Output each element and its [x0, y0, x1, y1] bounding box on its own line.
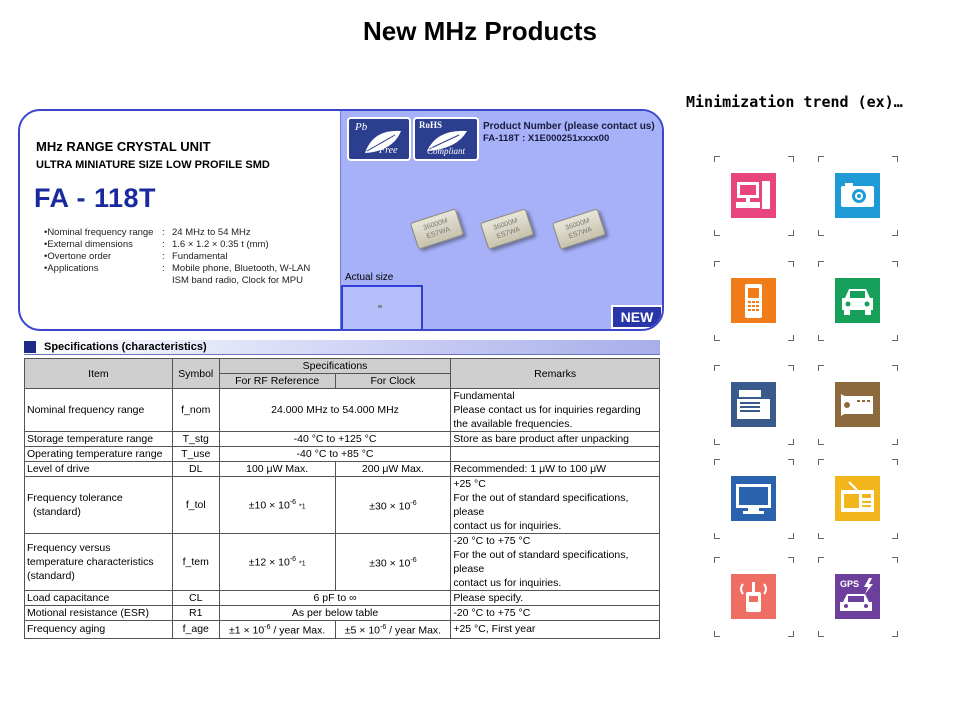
cell-symbol: f_tem [172, 534, 219, 591]
actual-size-label: Actual size [345, 272, 394, 283]
feature-sep: : [162, 239, 165, 250]
compliant-text: Compliant [427, 146, 466, 156]
icon-cell [714, 156, 794, 236]
cell-remarks [451, 389, 660, 432]
product-category: MHz RANGE CRYSTAL UNIT [36, 139, 211, 154]
product-number-label: Product Number (please contact us) [483, 121, 655, 132]
remark-line: For the out of standard specifications, please [453, 492, 629, 518]
cell-symbol: f_age [172, 621, 219, 639]
cell-symbol: CL [172, 591, 219, 606]
value-base: ±10 × 10 [248, 499, 290, 512]
item-line: temperature characteristics [27, 556, 154, 568]
actual-size-chip [378, 305, 382, 308]
item-line: (standard) [33, 506, 81, 518]
cell-clock: 200 μW Max. [335, 462, 451, 477]
copier-icon [731, 382, 776, 427]
cell-item: Nominal frequency range [25, 389, 173, 432]
value-base: ±30 × 10 [369, 500, 411, 513]
table-row [25, 606, 660, 621]
footnote-mark: *1 [298, 503, 306, 511]
remark-line: the available frequencies. [453, 418, 573, 430]
specifications-title: Specifications (characteristics) [44, 341, 207, 353]
cell-item [25, 477, 173, 534]
product-model: FA - 118T [34, 183, 157, 213]
new-badge: NEW [611, 305, 663, 329]
feature-sep: : [162, 227, 165, 238]
free-text: Free [379, 145, 398, 156]
pc-icon [731, 173, 776, 218]
cell-item: Operating temperature range [25, 447, 173, 462]
feature-label: •Applications [44, 263, 99, 274]
pb-text: Pb [355, 121, 368, 133]
cell-rf [219, 477, 335, 534]
table-row [25, 447, 660, 462]
item-line: Frequency tolerance [27, 492, 123, 504]
cell-symbol: T_use [172, 447, 219, 462]
remark-line: +25 °C [453, 478, 486, 490]
cell-rf [219, 534, 335, 591]
feature-value: Mobile phone, Bluetooth, W-LAN [172, 263, 311, 274]
chip-marking: 36000M ES7WA [422, 217, 452, 241]
cell-item: Frequency aging [25, 621, 173, 639]
cell-item: Storage temperature range [25, 432, 173, 447]
camera-icon [835, 173, 880, 218]
cell-item: Motional resistance (ESR) [25, 606, 173, 621]
feature-sep: : [162, 251, 165, 262]
table-row [25, 621, 660, 639]
tv-icon [731, 476, 776, 521]
trend-title: Minimization trend (ex)… [686, 93, 903, 111]
cell-clock [335, 621, 451, 639]
cell-clock [335, 477, 451, 534]
pb-free-badge [347, 117, 411, 161]
table-header-row [25, 359, 660, 374]
icon-cell [714, 459, 794, 539]
table-row [25, 534, 660, 591]
table-row [25, 462, 660, 477]
mobile-phone-icon [731, 278, 776, 323]
remark-line: Fundamental [453, 390, 515, 402]
actual-size-box [341, 285, 423, 331]
gps-car-icon [835, 574, 880, 619]
cell-remarks [451, 477, 660, 534]
header-specifications: Specifications [219, 359, 451, 374]
table-row [25, 477, 660, 534]
item-line: Frequency versus [27, 542, 111, 554]
crystal-chip-image [552, 208, 606, 249]
cell-spec: -40 °C to +125 °C [219, 432, 451, 447]
feature-value: Fundamental [172, 251, 228, 262]
feature-label: •External dimensions [44, 239, 133, 250]
value-unit: / year Max. [386, 624, 442, 637]
icon-cell [818, 557, 898, 637]
icon-cell [818, 459, 898, 539]
crystal-chip-image [410, 208, 464, 249]
wireless-tag-icon [731, 574, 776, 619]
cell-spec: As per below table [219, 606, 451, 621]
product-card-info [20, 111, 340, 329]
item-line: (standard) [27, 570, 75, 582]
cell-rf: 100 μW Max. [219, 462, 335, 477]
header-clock: For Clock [335, 374, 451, 389]
feature-value: 24 MHz to 54 MHz [172, 227, 251, 238]
remark-line: contact us for inquiries. [453, 520, 562, 532]
gps-label: GPS [840, 579, 860, 589]
table-row [25, 389, 660, 432]
value-unit: / year Max. [270, 624, 326, 637]
remark-line: -20 °C to +75 °C [453, 535, 531, 547]
product-card [18, 109, 664, 331]
icon-cell [714, 557, 794, 637]
icon-cell [818, 261, 898, 341]
radio-icon [835, 476, 880, 521]
feature-sep: : [162, 263, 165, 274]
cell-remarks [451, 447, 660, 462]
value-exponent: -6 [410, 499, 417, 507]
icon-cell [714, 365, 794, 445]
cell-clock [335, 534, 451, 591]
cell-remarks [451, 534, 660, 591]
footnote-mark: *1 [298, 560, 306, 568]
value-base: ±12 × 10 [248, 556, 290, 569]
car-icon [835, 278, 880, 323]
cell-remarks: Please specify. [451, 591, 660, 606]
feature-label: •Overtone order [44, 251, 112, 262]
chip-marking: 36000M ES7WA [564, 217, 594, 241]
projector-icon [835, 382, 880, 427]
cell-remarks: -20 °C to +75 °C [451, 606, 660, 621]
crystal-chip-image [480, 208, 534, 249]
rohs-text: RoHS [419, 120, 443, 130]
cell-spec: 24.000 MHz to 54.000 MHz [219, 389, 451, 432]
header-item: Item [25, 359, 173, 389]
table-row [25, 432, 660, 447]
value-base: ±1 × 10 [228, 624, 265, 637]
product-card-visual [340, 111, 663, 329]
cell-remarks: Recommended: 1 μW to 100 μW [451, 462, 660, 477]
page-title: New MHz Products [362, 16, 598, 46]
cell-symbol: R1 [172, 606, 219, 621]
remark-line: For the out of standard specifications, please [453, 549, 629, 575]
value-base: ±5 × 10 [344, 624, 381, 637]
cell-item: Load capacitance [25, 591, 173, 606]
cell-symbol: f_tol [172, 477, 219, 534]
product-number-value: FA-118T : X1E000251xxxx00 [483, 133, 610, 144]
feature-value: 1.6 × 1.2 × 0.35 t (mm) [172, 239, 269, 250]
remark-line: Please contact us for inquiries regarding [453, 404, 641, 416]
cell-symbol: f_nom [172, 389, 219, 432]
rohs-badge [413, 117, 479, 161]
cell-symbol: T_stg [172, 432, 219, 447]
table-row [25, 591, 660, 606]
cell-remarks: +25 °C, First year [451, 621, 660, 639]
icon-cell [818, 365, 898, 445]
cell-rf [219, 621, 335, 639]
header-symbol: Symbol [172, 359, 219, 389]
chip-marking: 36000M ES7WA [492, 217, 522, 241]
product-subtitle: ULTRA MINIATURE SIZE LOW PROFILE SMD [36, 159, 270, 171]
value-exponent: -6 [289, 555, 297, 563]
specifications-table [24, 358, 660, 639]
value-base: ±30 × 10 [369, 557, 411, 570]
feature-value-cont: ISM band radio, Clock for MPU [172, 275, 303, 286]
icon-cell [714, 261, 794, 341]
cell-spec: -40 °C to +85 °C [219, 447, 451, 462]
value-exponent: -6 [264, 624, 271, 631]
section-marker-icon [24, 341, 36, 353]
cell-spec: 6 pF to ∞ [219, 591, 451, 606]
specifications-header [24, 340, 660, 355]
header-rf-reference: For RF Reference [219, 374, 335, 389]
value-exponent: -6 [380, 624, 387, 631]
feature-label: •Nominal frequency range [44, 227, 154, 238]
value-exponent: -6 [289, 498, 297, 506]
header-remarks: Remarks [451, 359, 660, 389]
cell-remarks: Store as bare product after unpacking [451, 432, 660, 447]
icon-cell [818, 156, 898, 236]
cell-item: Level of drive [25, 462, 173, 477]
cell-symbol: DL [172, 462, 219, 477]
remark-line: contact us for inquiries. [453, 577, 562, 589]
value-exponent: -6 [410, 556, 417, 564]
cell-item [25, 534, 173, 591]
